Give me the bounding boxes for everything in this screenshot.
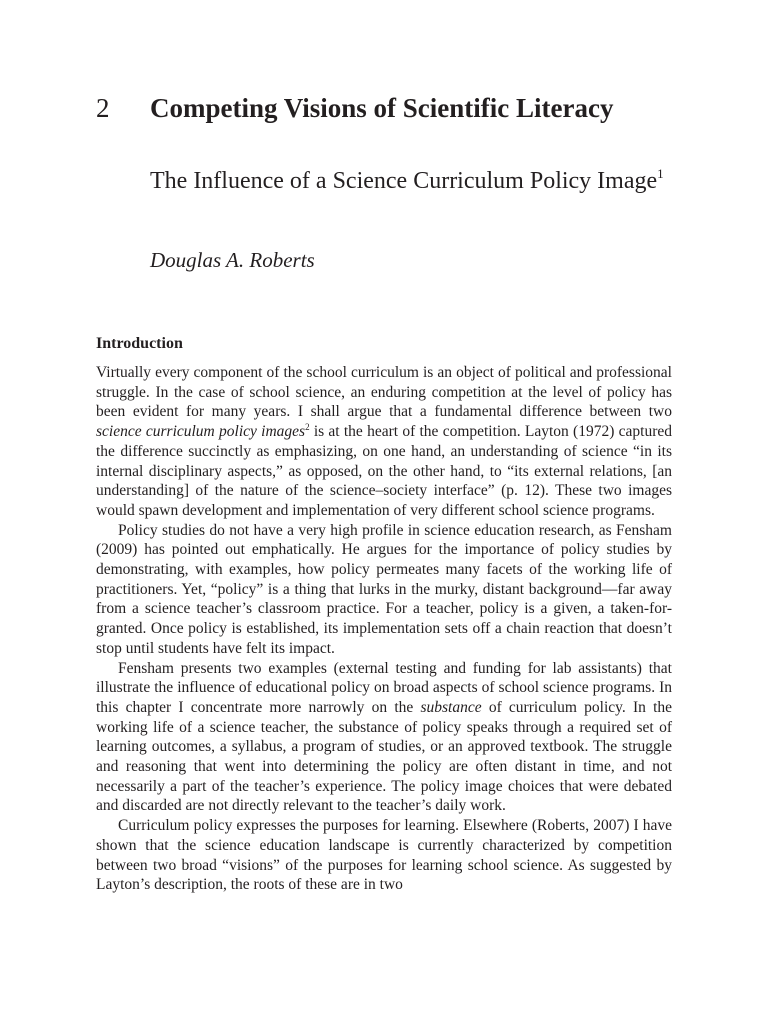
paragraph-3	[96, 659, 672, 817]
paragraph-1	[96, 363, 672, 521]
chapter-author: Douglas A. Roberts	[150, 248, 315, 272]
chapter-subtitle	[150, 167, 690, 196]
paragraph-3-emphasis: substance	[420, 698, 482, 716]
paragraph-2: Policy studies do not have a very high profile in science education research, as Fensham (2009) has pointed out emphatically. He argues for the importance of policy studies by demonstrating, with examples, how policy permeates many facets of the working life of practitioners. Yet, “policy” is a thing that lurks in the murky, distant background—far away from a science teacher’s classroom practice. For a teacher, policy is a given, a taken-for-granted. Once policy is established, its implementation sets off a chain reaction that doesn’t stop until students have felt its impact.	[96, 521, 672, 657]
footnote-marker-1: 1	[657, 166, 664, 181]
footnote-marker-2: 2	[305, 422, 310, 433]
paragraph-1-emphasis: science curriculum policy images	[96, 423, 306, 441]
paragraph-1-text-b: is at the heart of the competition. Layton (1972) captured the difference succinctly as emphasizing, on one hand, an understanding of science “in its internal disciplinary aspects,” as opposed, on the other hand, to “its external relations, [an understanding] of the nature of the science–society interface” (p. 12). These two images would spawn development and implementation of very different school science programs.	[96, 423, 672, 519]
paragraph-3-text-b: of curriculum policy. In the working life of a science teacher, the substance of policy speaks through a required set of learning outcomes, a syllabus, a program of studies, or an approved textbook. The struggle and reasoning that went into determining the policy are often distant in time, and not necessarily a part of the teacher’s experience. The policy image choices that were debated and discarded are not directly relevant to the teacher’s daily work.	[96, 698, 673, 815]
chapter-title: Competing Visions of Scientific Literacy	[150, 93, 614, 123]
body-text	[96, 363, 672, 895]
paragraph-1-text-a: Virtually every component of the school curriculum is an object of political and professional struggle. In the case of school science, an enduring competition at the level of policy has been evident for many years. I shall argue that a fundamental difference between two	[96, 364, 672, 421]
chapter-subtitle-text: The Influence of a Science Curriculum Policy Image	[150, 168, 658, 194]
section-heading: Introduction	[96, 335, 183, 352]
paragraph-3-text-a: Fensham presents two examples (external testing and funding for lab assistants) that illustrate the influence of educational policy on broad aspects of school science programs. In this chapter I concentrate more narrowly on the	[96, 659, 672, 716]
paragraph-4: Curriculum policy expresses the purposes for learning. Elsewhere (Roberts, 2007) I have shown that the science education landscape is currently characterized by competition between two broad “visions” of the purposes for learning school science. As suggested by Layton’s description, the roots of these are in two	[96, 817, 672, 894]
chapter-number: 2	[96, 93, 110, 123]
